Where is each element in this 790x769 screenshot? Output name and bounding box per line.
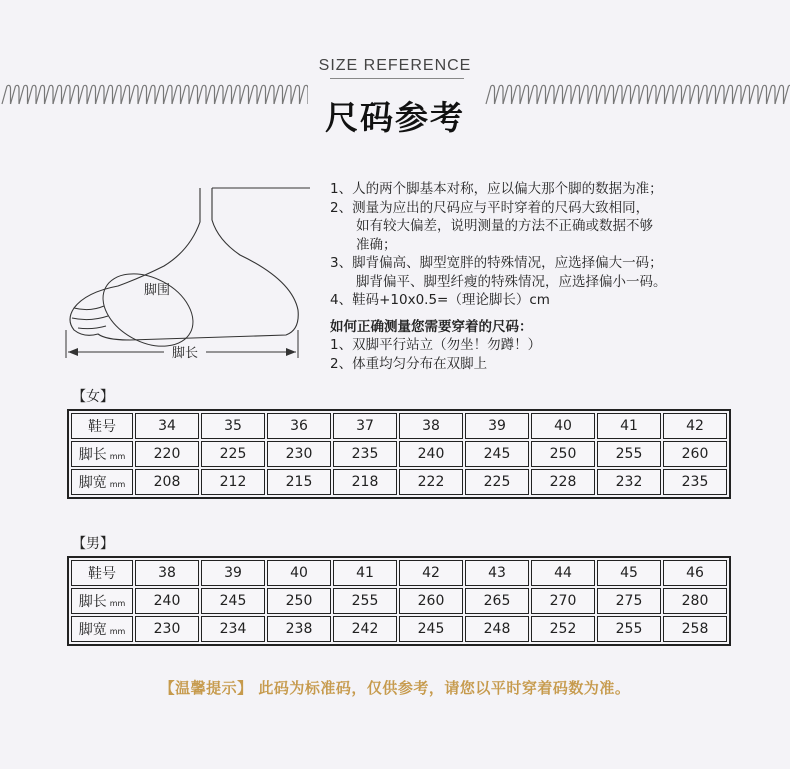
coil-segment xyxy=(79,85,88,104)
width-cell: 222 xyxy=(399,469,463,495)
coil-segment xyxy=(104,85,113,104)
coil-segment xyxy=(96,85,105,104)
width-cell: 230 xyxy=(135,616,199,642)
size-cell: 37 xyxy=(333,413,397,439)
coil-segment xyxy=(665,85,674,104)
length-cell: 275 xyxy=(597,588,661,614)
coil-segment xyxy=(520,85,529,104)
coil-segment xyxy=(707,85,716,104)
size-cell: 46 xyxy=(663,560,727,586)
coil-segment xyxy=(656,85,665,104)
coil-segment xyxy=(249,85,258,104)
coil-segment xyxy=(682,85,691,104)
coil-segment xyxy=(529,85,538,104)
coil-segment xyxy=(147,85,156,104)
coil-segment xyxy=(240,85,249,104)
width-cell: 235 xyxy=(663,469,727,495)
coil-segment xyxy=(571,85,580,104)
toe-lines xyxy=(72,306,108,329)
coil-segment xyxy=(172,85,181,104)
coil-segment xyxy=(631,85,640,104)
coil-segment xyxy=(181,85,190,104)
coil-segment xyxy=(45,85,54,104)
coil-segment xyxy=(11,85,20,104)
note-2: 2、测量为应出的尺码应与平时穿着的尺码大致相同， xyxy=(330,199,650,216)
coil-segment xyxy=(223,85,232,104)
coil-segment xyxy=(716,85,725,104)
coil-segment xyxy=(274,85,283,104)
note-2-cont2: 准确； xyxy=(356,236,397,253)
table-row xyxy=(71,560,727,586)
table-row xyxy=(71,413,727,439)
size-cell: 40 xyxy=(267,560,331,586)
coil-segment xyxy=(512,85,521,104)
length-cell: 220 xyxy=(135,441,199,467)
width-cell: 255 xyxy=(597,616,661,642)
coil-segment xyxy=(486,85,495,104)
length-arrowhead-left xyxy=(68,348,78,356)
note-4: 4、鞋码+10x0.5=（理论脚长）cm xyxy=(330,292,550,308)
coil-segment xyxy=(87,85,96,104)
table-row xyxy=(71,588,727,614)
size-cell: 38 xyxy=(135,560,199,586)
length-cell: 240 xyxy=(399,441,463,467)
coil-segment xyxy=(62,85,71,104)
length-cell: 235 xyxy=(333,441,397,467)
length-cell: 280 xyxy=(663,588,727,614)
size-cell: 44 xyxy=(531,560,595,586)
length-cell: 230 xyxy=(267,441,331,467)
width-cell: 245 xyxy=(399,616,463,642)
coil-segment xyxy=(690,85,699,104)
row-header xyxy=(71,469,133,495)
coil-segment xyxy=(767,85,776,104)
men-size-table xyxy=(67,556,731,646)
girth-label: 脚围 xyxy=(144,283,171,298)
length-cell: 260 xyxy=(399,588,463,614)
foot-diagram xyxy=(60,180,310,370)
length-cell: 250 xyxy=(267,588,331,614)
size-cell: 45 xyxy=(597,560,661,586)
coil-segment xyxy=(699,85,708,104)
length-cell: 240 xyxy=(135,588,199,614)
coil-segment xyxy=(639,85,648,104)
coil-segment xyxy=(495,85,504,104)
table-row xyxy=(71,441,727,467)
coil-segment xyxy=(138,85,147,104)
women-section-label: 【女】 xyxy=(72,389,114,405)
unit-label: mm xyxy=(109,599,126,608)
coil-segment xyxy=(588,85,597,104)
coil-segment xyxy=(614,85,623,104)
coil-segment xyxy=(775,85,784,104)
width-cell: 232 xyxy=(597,469,661,495)
coil-segment xyxy=(673,85,682,104)
coil-segment xyxy=(198,85,207,104)
width-cell: 228 xyxy=(531,469,595,495)
size-cell: 41 xyxy=(597,413,661,439)
size-cell: 39 xyxy=(465,413,529,439)
size-tip: 【温馨提示】 此码为标准码，仅供参考，请您以平时穿着码数为准。 xyxy=(159,679,631,697)
coil-segment xyxy=(648,85,657,104)
coil-segment xyxy=(121,85,130,104)
coil-segment xyxy=(503,85,512,104)
coil-segment xyxy=(130,85,139,104)
table-row xyxy=(71,469,727,495)
how-to-measure-title: 如何正确测量您需要穿着的尺码： xyxy=(330,318,533,335)
coil-segment xyxy=(546,85,555,104)
width-cell: 234 xyxy=(201,616,265,642)
width-cell: 252 xyxy=(531,616,595,642)
size-cell: 36 xyxy=(267,413,331,439)
width-cell: 242 xyxy=(333,616,397,642)
coil-segment xyxy=(784,85,790,104)
length-cell: 250 xyxy=(531,441,595,467)
width-cell: 208 xyxy=(135,469,199,495)
coil-segment xyxy=(597,85,606,104)
title-underline xyxy=(330,78,464,79)
size-cell: 38 xyxy=(399,413,463,439)
length-arrowhead-right xyxy=(286,348,296,356)
length-label: 脚长 xyxy=(172,346,199,361)
coil-segment xyxy=(215,85,224,104)
coil-segment xyxy=(537,85,546,104)
length-cell: 245 xyxy=(201,588,265,614)
size-cell: 35 xyxy=(201,413,265,439)
coil-segment xyxy=(266,85,275,104)
coil-segment xyxy=(733,85,742,104)
unit-label: mm xyxy=(109,627,126,636)
row-header xyxy=(71,616,133,642)
coil-segment xyxy=(155,85,164,104)
women-size-table xyxy=(67,409,731,499)
length-cell: 255 xyxy=(597,441,661,467)
width-cell: 212 xyxy=(201,469,265,495)
coil-segment xyxy=(53,85,62,104)
coil-segment xyxy=(2,85,11,104)
coil-segment xyxy=(758,85,767,104)
table-row xyxy=(71,616,727,642)
length-cell: 265 xyxy=(465,588,529,614)
coil-segment xyxy=(164,85,173,104)
coil-segment xyxy=(28,85,37,104)
size-cell: 34 xyxy=(135,413,199,439)
coil-segment xyxy=(36,85,45,104)
coil-segment xyxy=(622,85,631,104)
coil-segment xyxy=(563,85,572,104)
coil-segment xyxy=(291,85,300,104)
coil-segment xyxy=(580,85,589,104)
spring-decoration-left xyxy=(0,80,308,110)
coil-segment xyxy=(724,85,733,104)
length-cell: 260 xyxy=(663,441,727,467)
width-cell: 238 xyxy=(267,616,331,642)
width-cell: 218 xyxy=(333,469,397,495)
width-cell: 248 xyxy=(465,616,529,642)
coil-segment xyxy=(257,85,266,104)
how-item-2: 2、体重均匀分布在双脚上 xyxy=(330,355,488,372)
length-cell: 225 xyxy=(201,441,265,467)
row-header xyxy=(71,441,133,467)
size-cell: 40 xyxy=(531,413,595,439)
coil-segment xyxy=(206,85,215,104)
note-2-cont: 如有较大偏差，说明测量的方法不正确或数据不够 xyxy=(356,218,653,234)
row-header-label: 脚长 xyxy=(78,594,107,610)
coil-segment xyxy=(113,85,122,104)
length-cell: 255 xyxy=(333,588,397,614)
row-header xyxy=(71,588,133,614)
how-item-1: 1、双脚平行站立（勿坐！勿蹲！） xyxy=(330,337,542,353)
page-title: 尺码参考 xyxy=(325,98,465,137)
size-cell: 42 xyxy=(663,413,727,439)
measurement-notes xyxy=(330,180,770,373)
row-header: 鞋号 xyxy=(71,413,133,439)
spring-decoration-right xyxy=(484,80,790,110)
coil-segment xyxy=(605,85,614,104)
width-cell: 258 xyxy=(663,616,727,642)
size-cell: 41 xyxy=(333,560,397,586)
men-section-label: 【男】 xyxy=(72,536,114,552)
row-header-label: 脚长 xyxy=(78,447,107,463)
note-3-cont: 脚背偏平、脚型纤瘦的特殊情况，应选择偏小一码。 xyxy=(356,273,667,290)
length-cell: 245 xyxy=(465,441,529,467)
size-cell: 43 xyxy=(465,560,529,586)
coil-segment xyxy=(70,85,79,104)
unit-label: mm xyxy=(109,480,126,489)
coil-segment xyxy=(19,85,28,104)
row-header-label: 脚宽 xyxy=(78,622,107,638)
note-1: 1、人的两个脚基本对称，应以偏大那个脚的数据为准； xyxy=(330,181,663,197)
width-cell: 225 xyxy=(465,469,529,495)
length-cell: 270 xyxy=(531,588,595,614)
row-header: 鞋号 xyxy=(71,560,133,586)
coil-segment xyxy=(741,85,750,104)
subtitle-en: SIZE REFERENCE xyxy=(318,57,472,74)
coil-segment xyxy=(554,85,563,104)
coil-segment xyxy=(300,85,309,104)
unit-label: mm xyxy=(109,452,126,461)
row-header-label: 脚宽 xyxy=(78,475,107,491)
coil-segment xyxy=(750,85,759,104)
size-cell: 39 xyxy=(201,560,265,586)
note-3: 3、脚背偏高、脚型宽胖的特殊情况，应选择偏大一码； xyxy=(330,255,663,271)
coil-segment xyxy=(283,85,292,104)
coil-segment xyxy=(189,85,198,104)
width-cell: 215 xyxy=(267,469,331,495)
size-cell: 42 xyxy=(399,560,463,586)
coil-segment xyxy=(232,85,241,104)
